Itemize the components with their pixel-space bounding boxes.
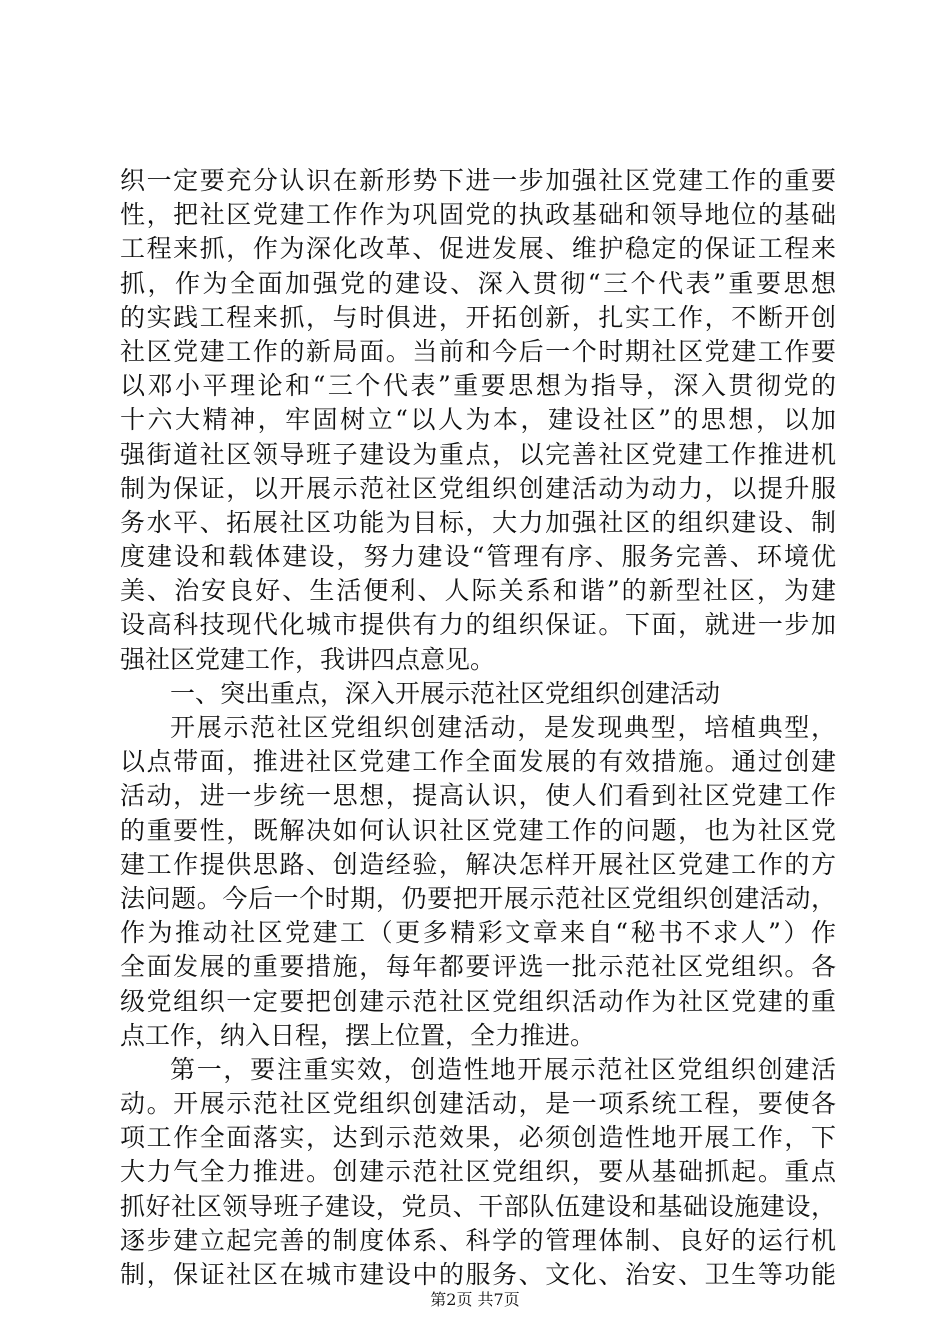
text-line: 十六大精神，牢固树立“以人为本，建设社区”的思想，以加 [120,405,836,435]
text-line: 建工作提供思路、创造经验，解决怎样开展社区党建工作的方 [120,849,836,879]
page-footer [0,1290,950,1310]
text-line: 社区党建工作的新局面。当前和今后一个时期社区党建工作要 [120,336,836,366]
text-line: 以邓小平理论和“三个代表”重要思想为指导，深入贯彻党的 [120,371,836,401]
text-line: 工程来抓，作为深化改革、促进发展、维护稳定的保证工程来 [120,234,836,264]
text-line: 活动，进一步统一思想，提高认识，使人们看到社区党建工作 [120,781,836,811]
text-line: 法问题。今后一个时期，仍要把开展示范社区党组织创建活动， [120,883,836,913]
text-line: 项工作全面落实，达到示范效果，必须创造性地开展工作，下 [120,1123,836,1153]
text-line: 织一定要充分认识在新形势下进一步加强社区党建工作的重要 [120,166,836,195]
text-line: 作为推动社区党建工（更多精彩文章来自“秘书不求人”）作 [120,918,836,948]
text-line: 级党组织一定要把创建示范社区党组织活动作为社区党建的重 [120,986,836,1016]
text-line: 性，把社区党建工作作为巩固党的执政基础和领导地位的基础 [120,200,836,230]
text-line: 抓好社区领导班子建设，党员、干部队伍建设和基础设施建设， [120,1191,836,1221]
text-line: 的实践工程来抓，与时俱进，开拓创新，扎实工作，不断开创 [120,302,836,332]
section-heading: 一、突出重点，深入开展示范社区党组织创建活动 [170,678,721,708]
text-line: 的重要性，既解决如何认识社区党建工作的问题，也为社区党 [120,815,836,845]
text-line: 强社区党建工作，我讲四点意见。 [120,644,496,674]
text-line: 大力气全力推进。创建示范社区党组织，要从基础抓起。重点 [120,1157,836,1187]
text-line: 度建设和载体建设，努力建设“管理有序、服务完善、环境优 [120,542,836,572]
text-line: 全面发展的重要措施，每年都要评选一批示范社区党组织。各 [120,952,836,982]
text-line: 第一，要注重实效，创造性地开展示范社区党组织创建活 [170,1054,836,1084]
text-line: 制，保证社区在城市建设中的服务、文化、治安、卫生等功能 [120,1260,836,1289]
text-line: 美、治安良好、生活便利、人际关系和谐”的新型社区，为建 [120,576,836,606]
page-number-label: 第2页 共7页 [430,1290,520,1309]
text-line: 以点带面，推进社区党建工作全面发展的有效措施。通过创建 [120,747,836,777]
text-line: 动。开展示范社区党组织创建活动，是一项系统工程，要使各 [120,1089,836,1119]
text-line: 抓，作为全面加强党的建设、深入贯彻“三个代表”重要思想 [120,268,836,298]
text-line: 点工作，纳入日程，摆上位置，全力推进。 [120,1020,596,1050]
text-line: 设高科技现代化城市提供有力的组织保证。下面，就进一步加 [120,610,836,640]
text-line: 务水平、拓展社区功能为目标，大力加强社区的组织建设、制 [120,507,836,537]
text-line: 制为保证，以开展示范社区党组织创建活动为动力，以提升服 [120,473,836,503]
document-body [120,164,836,1292]
text-line: 强街道社区领导班子建设为重点，以完善社区党建工作推进机 [120,439,836,469]
text-line: 逐步建立起完善的制度体系、科学的管理体制、良好的运行机 [120,1225,836,1255]
text-line: 开展示范社区党组织创建活动，是发现典型，培植典型， [170,713,836,742]
